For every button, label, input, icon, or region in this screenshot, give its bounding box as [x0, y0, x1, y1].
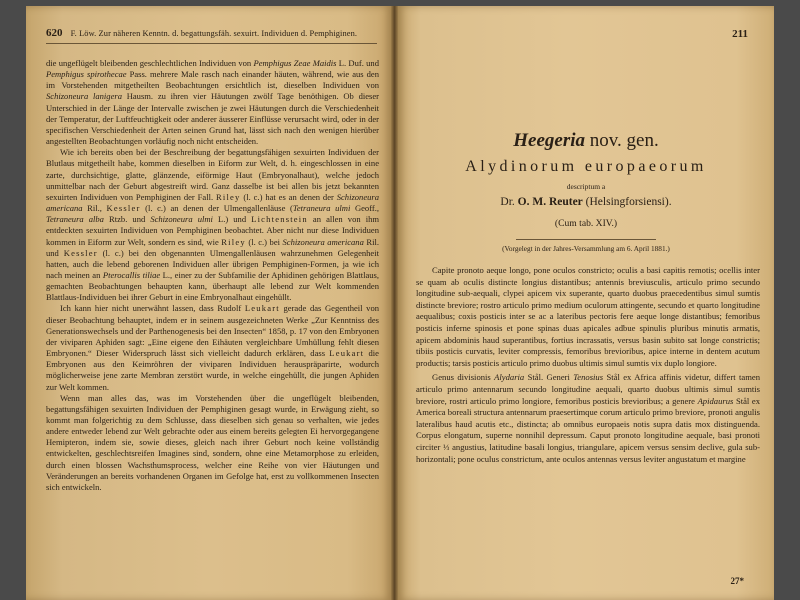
text-run: Ril. und — [46, 236, 379, 258]
text-run: gerade das Gegentheil von dieser Beobachtung behauptet, indem er in seinem ausgezeichneten Werke „Zur Kenntniss des Generationswechsels und der Parthenogenesis bei den Insecten“ 1858, p. 17 von den Embryonen der viviparen Aphiden sagt: „Eine eigene den Eihäuten vergleichbare Umhüllung fehlt diesen Embryonen.“ Dieser Widerspruch lässt sich vielleicht dadurch erklären, dass — [46, 303, 379, 359]
text-run: (l. c.) hat es an denen der — [240, 191, 337, 202]
text-run: die ungeflügelt bleibenden geschlechtlichen Individuen von — [46, 58, 254, 68]
text-run: Ril., — [82, 203, 107, 214]
paragraph — [46, 303, 379, 392]
signature-mark: 27* — [730, 576, 744, 586]
spaced-name: Leukart — [329, 348, 365, 359]
italic-term: Schizoneura ulmi — [150, 214, 213, 225]
page-number: 620 — [46, 27, 63, 39]
italic-term: Tetraneura alba — [46, 214, 104, 225]
text-run: Stål ex America boreali structura antennarum praesertimque corum articulo primo breviore, pronoti angulis lateralibus haud acutis etc., distincta; ab omnibus europaeis notis supra datis mox distinguenda. Corpus elongatum, superne nonnihil depressum. Caput pronoto longitudine aequale, basi pronoti circiter ⅓ angustius, latitudine basali longius, triangulare, apicem versus sensim declive, gula sub-horizontali; pone oculus constrictum, ante oculos antennas versus leviter angustatum et margine — [416, 395, 761, 464]
italic-term: Pterocallis tiliae — [102, 269, 161, 280]
author-prefix: Dr. — [500, 196, 518, 208]
left-body-text — [46, 58, 379, 493]
italic-term: Tetraneura ulmi — [292, 203, 351, 214]
text-run: (l. c.) an denen der Ulmengallenläuse ( — [140, 203, 293, 214]
divider-rule — [516, 239, 656, 240]
text-run: Hausm. zu ihren vier Häutungen zwölf Tage benöthigen. Ob dieser Unterschied in der Länge der Intervalle zwischen je zwei Häutungen durch die Verschiedenheit der Temperatur, der Luftfeuchtigkeit oder anderer äusserer Einflüsse verursacht wird, oder in der specifischen Verschiedenheit der Arten seinen Grund hat, lässt sich nach den wenigen hierüber angestellten Beobachtungen vorläufig noch nicht entscheiden. — [46, 91, 379, 147]
text-run: die Embryonen aus den Keimröhren der viviparen Individuen herauspräparirte, wodurch möglicherweise jene zarte Membran zerstört wurde, in welche eingehüllt, die jungen Aphiden zur Welt kommen. — [46, 348, 379, 392]
text-run: L., einer zu der Subfamilie der Aphidinen gehörigen Blattlaus, gemachten Beobachtungen behaupten kann, überhaupt alle lebend zur Welt kommenden Blattlaus-Individuen bei ihrer Geburt in eine Embryonalhaut eingehüllt. — [46, 269, 380, 303]
right-page — [398, 6, 774, 600]
spaced-name: Riley — [221, 236, 246, 247]
running-header-title: F. Löw. Zur näheren Kenntn. d. begattungsfäh. sexuirt. Individuen d. Pemphiginen. — [70, 29, 358, 38]
italic-term: Alydaria — [494, 372, 525, 383]
presented-note: (Vorgelegt in der Jahres-Versammlung am 6. April 1881.) — [502, 244, 670, 253]
text-run: (l. c.) bei — [245, 236, 283, 247]
paragraph — [416, 265, 760, 369]
text-run: L.) und — [212, 214, 252, 225]
text-run: Geoff., — [350, 203, 379, 214]
spaced-name: Lichtenstein — [251, 214, 308, 225]
text-run: Pass. mehrere Male rasch nach einander häuten, während, wie aus den im Vorstehenden mitgetheilten Beobachtungen ersichtlich ist, dieselben Individuen von — [46, 69, 379, 91]
paragraph — [46, 147, 379, 303]
author-line — [398, 195, 774, 209]
author-name: O. M. Reuter — [517, 196, 583, 208]
spaced-name: Leukart — [244, 303, 280, 314]
italic-term: Schizoneura lanigera — [46, 91, 122, 102]
text-run: an allen von ihm entdeckten sexuirten Individuen von Pemphiginen beobachtet. Aber nicht nur diese Individuen kommen in Eiform zur Welt, sondern es sind, wie — [46, 214, 379, 247]
spaced-name: Riley — [215, 191, 241, 202]
italic-term: Apidaurus — [697, 395, 734, 406]
article-subtitle: Alydinorum europaeorum — [465, 158, 707, 175]
article-title — [398, 130, 774, 152]
running-header — [46, 28, 377, 44]
descriptum-line: descriptum a — [566, 182, 606, 191]
italic-term: Schizoneura americana — [46, 191, 379, 214]
page-number: 211 — [732, 28, 748, 40]
text-run: Wenn man alles das, was im Vorstehenden über die ungeflügelt bleibenden, begattungsfähigen sexuirten Individuen der Pemphiginen gesagt wurde, in Erwägung zieht, so kommt man folgerichtig zu dem Schlusse, dass dieselben sich genau so verhalten, wie jedes andere entweder lebend zur Welt gebrachte oder aus einem bereits gelegten Ei hervorgegangene Hemipteron, indem sie, sowie dieses, gleich nach ihrer Geburt noch keine vollständig entwickelten, geschlechtsreifen Imagines sind, sondern, ohne eine Metamorphose zu erleiden, durch einen blossen Wachsthumsprocess, welcher eine Reihe von vier Häutungen und Veränderungen an bereits vorhandenen Organen im Gefolge hat, erst zu vollkommenen Insecten sich entwickeln. — [46, 392, 379, 492]
paragraph — [46, 393, 379, 493]
genus-suffix: nov. gen. — [585, 130, 659, 151]
text-run: Ich kann hier nicht unerwähnt lassen, dass Rudolf — [60, 303, 245, 314]
author-affiliation: (Helsingforsiensi). — [582, 196, 672, 208]
paragraph — [416, 372, 760, 465]
italic-term: Pemphigus spirothecae — [46, 69, 127, 80]
text-run: L. Duf. und — [336, 58, 379, 68]
text-run: Genus divisionis — [432, 372, 495, 383]
text-run: Stål ex Africa affinis videtur, differt tamen articulo primo antennarum secundo longitudine aequali, quarto duobus ultimis simul sumtis breviore, rostri articulo primo longiore, femoribus posticis brevioribus; a genere — [416, 372, 760, 406]
book-gutter — [391, 6, 398, 600]
genus-name: Heegeria — [513, 130, 586, 151]
spaced-name: Kessler — [63, 247, 98, 258]
text-run: (l. c.) bei den obgenannten Ulmengallenläusen wahrzunehmen Gelegenheit hatten, auch die lebend geborenen Individuen aller übrigen Pemphiginen-Formen, ja wie ich nach meinen an — [46, 247, 379, 280]
spaced-name: Kessler — [106, 203, 141, 214]
text-run: Wie ich bereits oben bei der Beschreibung der begattungsfähigen sexuirten Individuen der Blutlaus mitgetheilt habe, kommen dieselben in Eiform zur Welt, d. h. eingeschlossen in eine zarte, durchsichtige, glatte, glänzende, eiförmige Haut (Embryonalhaut), welche jedoch unmittelbar nach der Geburt abgestreift wird. Ganz dasselbe ist bei allen bis jetzt bekannten sexuirten Individuen von Pemphiginen der Fall. — [46, 147, 379, 202]
text-run: Rtzb. und — [103, 214, 151, 225]
text-run: Capite pronoto aeque longo, pone oculos constricto; oculis a basi capitis remotis; ocellis inter se quam ab oculis distincte longius distantibus; antennis breviusculis, articulo primo secundo longitudine sub-aequali, clypei apicem vix superante, quarto duobus praecedentibus simul sumtis distincte breviore; rostro articulo primo medium oculorum attingente, secundo et quarto longitudine aequalibus; coxis posticis inter se ac a lateribus pectoris fere aeque longe distantibus; femoribus posticis inferne spinosis et pone spinas duas apicales adbue spinulis pluribus minutis armatis, apicem abdominis haud superantibus, fortius incrassatis, versus basin subito sat longe constrictis; tibiis posticis curvatis, leviter compressis, femoribus brevioribus, apice interne in dentem acutum productis; tarsis posticis articulo primo duobus ultimis simul sumtis vix duplo longiore. — [416, 265, 760, 368]
italic-term: Pemphigus Zeae Maidis — [253, 58, 337, 68]
plate-reference: (Cum tab. XIV.) — [554, 218, 618, 229]
text-run: Stål. Generi — [524, 372, 574, 383]
italic-term: Tenosius — [573, 372, 604, 383]
italic-term: Schizoneura americana — [282, 236, 364, 247]
left-page — [26, 6, 391, 600]
paragraph — [46, 58, 379, 147]
right-body-text — [416, 265, 760, 465]
